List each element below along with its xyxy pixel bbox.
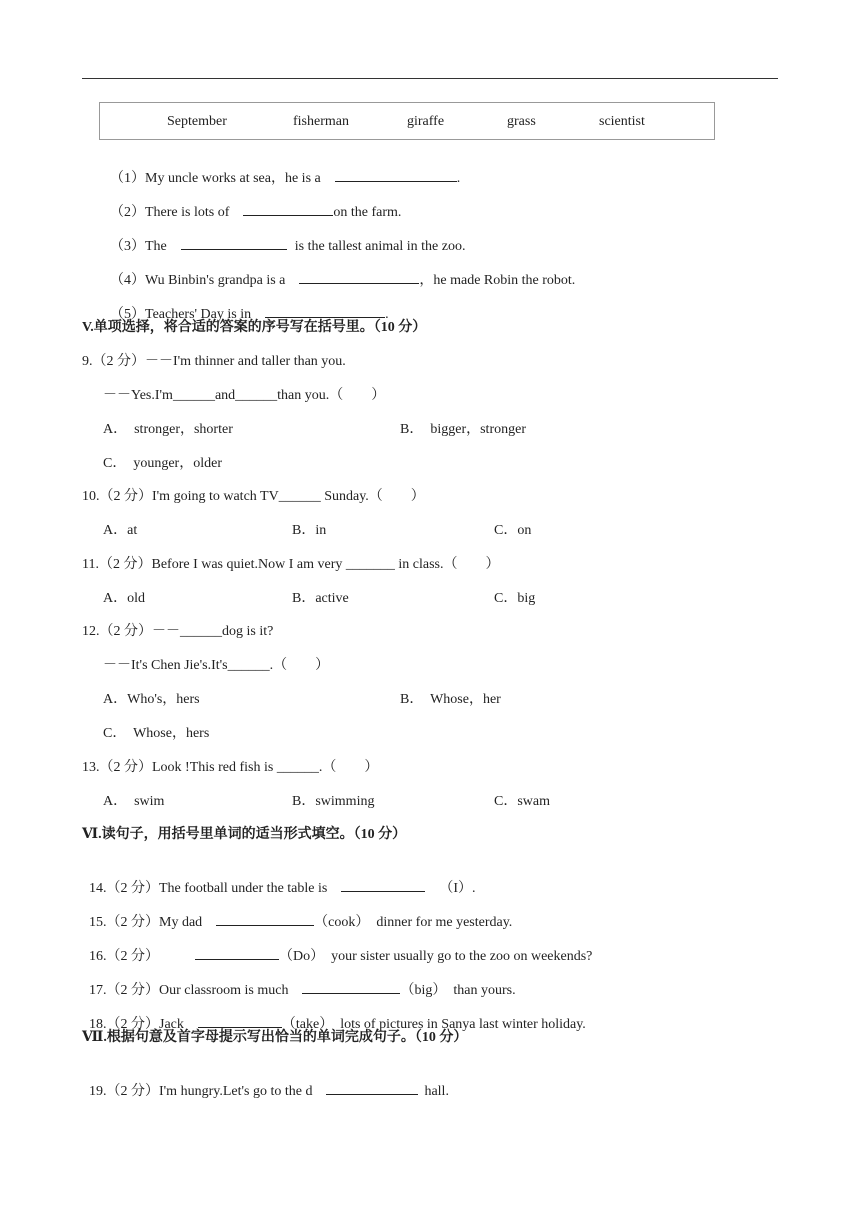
question-13-stem: 13.（2 分）Look !This red fish is ______.（ ） <box>82 760 379 775</box>
answer-blank[interactable] <box>302 980 400 994</box>
question-18: 18.（2 分）Jack （take） lots of pictures in Sanya last winter holiday. <box>82 996 586 1034</box>
answer-blank[interactable] <box>181 236 287 250</box>
word-bank-word: giraffe <box>407 114 445 129</box>
option-b[interactable]: B．swimming <box>292 794 375 809</box>
question-12-stem-2: －－It's Chen Jie's.It's______.（ ） <box>103 658 330 673</box>
option-c[interactable]: C． younger，older <box>103 456 222 471</box>
option-c[interactable]: C．big <box>494 591 536 606</box>
fill-item-3: （3）The is the tallest animal in the zoo. <box>103 218 465 256</box>
option-b[interactable]: B． bigger，stronger <box>400 422 526 437</box>
answer-blank[interactable] <box>198 1014 282 1028</box>
answer-blank[interactable] <box>335 168 457 182</box>
question-17: 17.（2 分）Our classroom is much （big） than yours. <box>82 962 516 1000</box>
question-16: 16.（2 分） （Do） your sister usually go to the zoo on weekends? <box>82 928 592 966</box>
answer-blank[interactable] <box>243 202 333 216</box>
word-bank-word: grass <box>507 114 536 129</box>
answer-blank[interactable] <box>265 304 385 318</box>
word-bank-box <box>99 102 715 140</box>
option-b[interactable]: B．active <box>292 591 349 606</box>
option-c[interactable]: C．on <box>494 523 532 538</box>
option-a[interactable]: A．at <box>103 523 138 538</box>
question-10-stem: 10.（2 分）I'm going to watch TV______ Sunday.（ ） <box>82 489 425 504</box>
answer-blank[interactable] <box>195 946 279 960</box>
question-9-stem-2: －－Yes.I'm______and______than you.（ ） <box>103 388 386 403</box>
answer-blank[interactable] <box>216 912 314 926</box>
fill-item-1: （1）My uncle works at sea，he is a . <box>103 150 460 188</box>
option-a[interactable]: A． swim <box>103 794 165 809</box>
word-bank-word: September <box>167 114 227 129</box>
fill-item-4: （4）Wu Binbin's grandpa is a ，he made Robin the robot. <box>103 252 575 290</box>
question-19: 19.（2 分）I'm hungry.Let's go to the d hall. <box>82 1063 449 1101</box>
answer-blank[interactable] <box>341 878 425 892</box>
word-bank-word: scientist <box>599 114 645 129</box>
option-c[interactable]: C．swam <box>494 794 550 809</box>
question-15: 15.（2 分）My dad （cook） dinner for me yesterday. <box>82 894 512 932</box>
question-11-stem: 11.（2 分）Before I was quiet.Now I am very _______ in class.（ ） <box>82 557 500 572</box>
word-bank-word: fisherman <box>293 114 349 129</box>
question-14: 14.（2 分）The football under the table is （I）. <box>82 860 476 898</box>
answer-blank[interactable] <box>326 1081 418 1095</box>
option-a[interactable]: A．old <box>103 591 145 606</box>
option-a[interactable]: A． stronger，shorter <box>103 422 233 437</box>
option-b[interactable]: B．in <box>292 523 327 538</box>
option-a[interactable]: A．Who's，hers <box>103 692 200 707</box>
header-rule <box>82 78 778 79</box>
answer-blank[interactable] <box>299 270 419 284</box>
fill-item-5: （5）Teachers' Day is in . <box>103 286 389 324</box>
fill-item-2: （2）There is lots of on the farm. <box>103 184 401 222</box>
question-12-stem: 12.（2 分）－－______dog is it? <box>82 624 274 639</box>
section-title-7: Ⅶ.根据句意及首字母提示写出恰当的单词完成句子。（10 分） <box>82 1030 468 1045</box>
option-b[interactable]: B． Whose，her <box>400 692 501 707</box>
option-c[interactable]: C． Whose，hers <box>103 726 210 741</box>
section-title-5: V.单项选择，将合适的答案的序号写在括号里。（10 分） <box>82 320 427 335</box>
section-title-6: Ⅵ.读句子，用括号里单词的适当形式填空。（10 分） <box>82 827 407 842</box>
question-9-stem: 9.（2 分）－－I'm thinner and taller than you. <box>82 354 346 369</box>
